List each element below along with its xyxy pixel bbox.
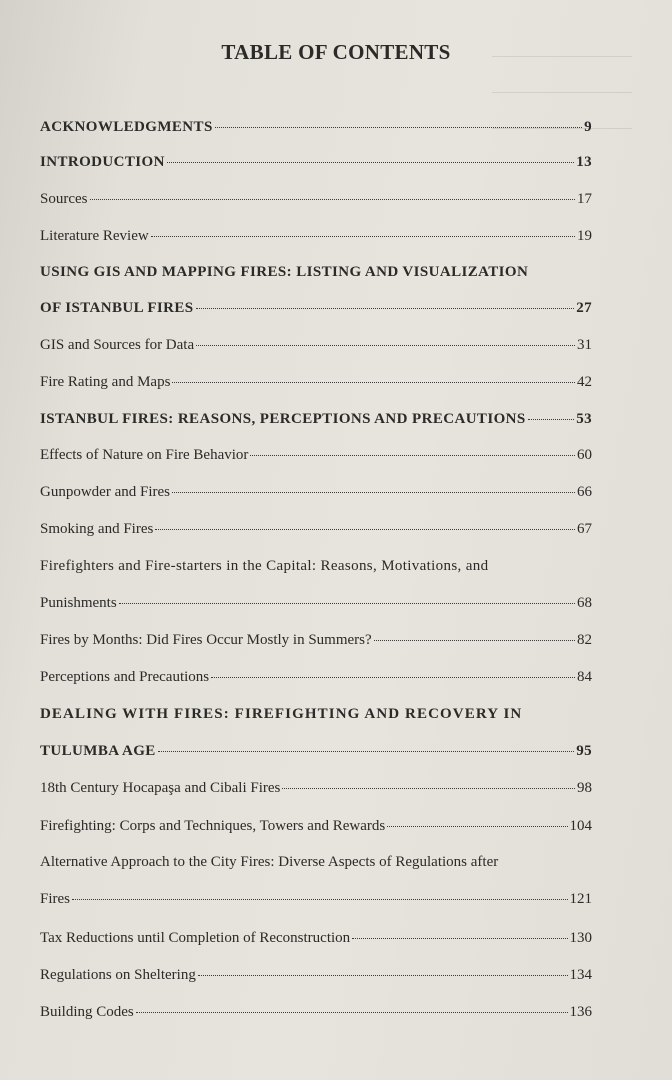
entry-page: 134 — [569, 967, 592, 983]
toc-entry-perceptions[interactable] — [40, 668, 592, 686]
entry-label-line1: Alternative Approach to the City Fires: Diverse Aspects of Regulations after — [40, 854, 499, 870]
dot-leader — [374, 640, 575, 641]
entry-label-line1: Firefighters and Fire-starters in the Capital: Reasons, Motivations, and — [40, 558, 489, 574]
entry-label: 18th Century Hocapaşa and Cibali Fires — [40, 780, 281, 796]
dot-leader — [215, 127, 582, 128]
entry-page: 98 — [577, 780, 592, 796]
toc-entry-acknowledgments[interactable] — [40, 118, 592, 136]
entry-label: OF ISTANBUL FIRES — [40, 300, 194, 316]
toc-entry-gis-sources[interactable] — [40, 336, 592, 354]
entry-label: Fire Rating and Maps — [40, 374, 171, 390]
entry-page: 104 — [569, 818, 592, 834]
toc-entry-introduction[interactable] — [40, 153, 592, 171]
toc-entry-alternative[interactable] — [40, 890, 592, 908]
dot-leader — [211, 677, 575, 678]
entry-page: 82 — [577, 632, 592, 648]
toc-entry-smoking[interactable] — [40, 520, 592, 538]
toc-entry-sources[interactable] — [40, 190, 592, 208]
entry-label: TULUMBA AGE — [40, 743, 156, 759]
entry-label: ACKNOWLEDGMENTS — [40, 119, 213, 135]
entry-page: 19 — [577, 228, 592, 244]
entry-page: 60 — [577, 447, 592, 463]
toc-entry-gunpowder[interactable] — [40, 483, 592, 501]
dot-leader — [72, 899, 568, 900]
entry-label: Smoking and Fires — [40, 521, 154, 537]
dot-leader — [528, 419, 575, 420]
entry-page: 84 — [577, 669, 592, 685]
toc-entry-sheltering[interactable] — [40, 966, 592, 984]
entry-page: 31 — [577, 337, 592, 353]
entry-page: 67 — [577, 521, 592, 537]
entry-label: Firefighting: Corps and Techniques, Towers and Rewards — [40, 818, 386, 834]
dot-leader — [172, 382, 575, 383]
toc-entry-firefighters-line1 — [40, 557, 592, 575]
entry-label: Literature Review — [40, 228, 149, 244]
dot-leader — [352, 938, 567, 939]
entry-label: Perceptions and Precautions — [40, 669, 210, 685]
entry-page: 66 — [577, 484, 592, 500]
dot-leader — [196, 345, 575, 346]
dot-leader — [151, 236, 575, 237]
dot-leader — [155, 529, 575, 530]
entry-page: 17 — [577, 191, 592, 207]
entry-label: Gunpowder and Fires — [40, 484, 170, 500]
entry-page: 27 — [576, 300, 592, 316]
dot-leader — [167, 162, 574, 163]
toc-entry-gis[interactable] — [40, 299, 592, 317]
entry-label: Fires by Months: Did Fires Occur Mostly in Summers? — [40, 632, 372, 648]
toc-entry-fire-rating[interactable] — [40, 373, 592, 391]
entry-page: 95 — [576, 743, 592, 759]
dot-leader — [250, 455, 575, 456]
toc-entry-gis-line1 — [40, 263, 592, 281]
entry-label-line1: DEALING WITH FIRES: FIREFIGHTING AND RECOVERY IN — [40, 706, 523, 722]
entry-page: 53 — [576, 411, 592, 427]
entry-label: Building Codes — [40, 1004, 134, 1020]
dot-leader — [196, 308, 575, 309]
dot-leader — [172, 492, 575, 493]
dot-leader — [158, 751, 575, 752]
entry-label: Sources — [40, 191, 88, 207]
entry-label: Tax Reductions until Completion of Reconstruction — [40, 930, 351, 946]
entry-page: 68 — [577, 595, 592, 611]
toc-entry-hocapasa[interactable] — [40, 779, 592, 797]
page-title: TABLE OF CONTENTS — [221, 40, 451, 64]
toc-entry-dealing[interactable] — [40, 742, 592, 760]
dot-leader — [119, 603, 575, 604]
entry-label: INTRODUCTION — [40, 154, 165, 170]
entry-page: 13 — [576, 154, 592, 170]
dot-leader — [90, 199, 576, 200]
entry-label: Effects of Nature on Fire Behavior — [40, 447, 249, 463]
toc-entry-building-codes[interactable] — [40, 1003, 592, 1021]
entry-page: 121 — [569, 891, 592, 907]
entry-page: 136 — [569, 1004, 592, 1020]
entry-label: ISTANBUL FIRES: REASONS, PERCEPTIONS AND PRECAUTIONS — [40, 411, 526, 427]
toc-entry-alternative-line1 — [40, 853, 592, 871]
entry-label-line1: USING GIS AND MAPPING FIRES: LISTING AND VISUALIZATION — [40, 264, 529, 280]
toc-entry-effects-of-nature[interactable] — [40, 446, 592, 464]
entry-label: Fires — [40, 891, 70, 907]
entry-page: 130 — [569, 930, 592, 946]
toc-entry-literature-review[interactable] — [40, 227, 592, 245]
toc-entry-dealing-line1 — [40, 705, 592, 723]
dot-leader — [136, 1012, 568, 1013]
entry-label: Punishments — [40, 595, 117, 611]
toc-entry-firefighters[interactable] — [40, 594, 592, 612]
toc-entry-tax-reductions[interactable] — [40, 929, 592, 947]
entry-page: 42 — [577, 374, 592, 390]
entry-page: 9 — [584, 119, 592, 135]
toc-entry-istanbul-fires[interactable] — [40, 410, 592, 428]
toc-entry-firefighting[interactable] — [40, 817, 592, 835]
dot-leader — [387, 826, 567, 827]
dot-leader — [282, 788, 575, 789]
toc-entry-fires-by-months[interactable] — [40, 631, 592, 649]
entry-label: GIS and Sources for Data — [40, 337, 195, 353]
entry-label: Regulations on Sheltering — [40, 967, 196, 983]
dot-leader — [198, 975, 568, 976]
